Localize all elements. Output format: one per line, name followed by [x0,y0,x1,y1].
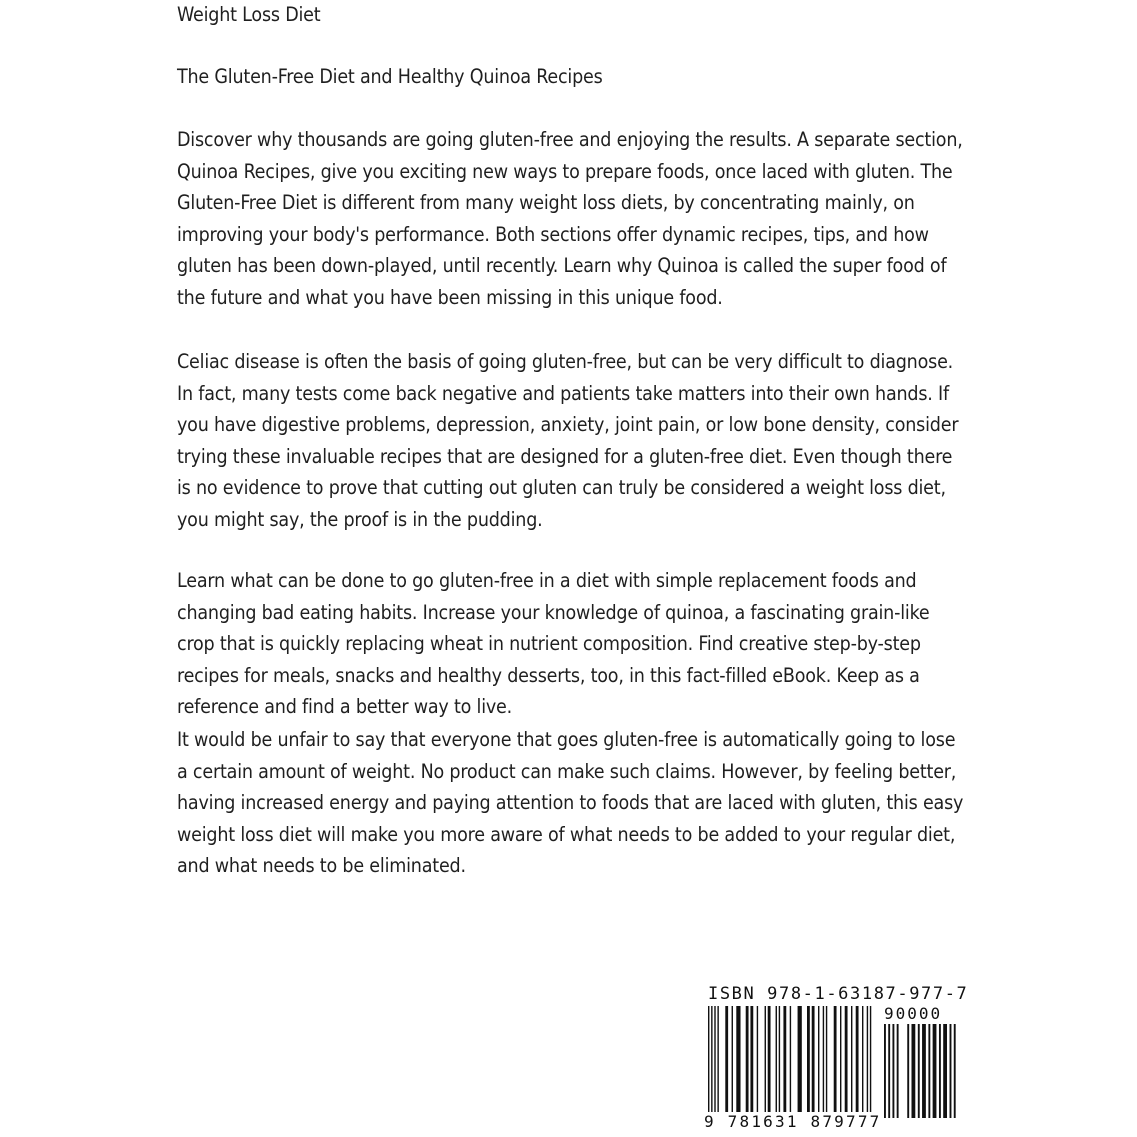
description-paragraph-3: Learn what can be done to go gluten-free in a diet with simple replacement foods and changing bad eating habits. Increase your knowledge of quinoa, a fascinating grain-like crop that is quickly replacing wheat in nutrient composition. Find creative step-by-step recipes for meals, snacks and healthy desserts, too, in this fact-filled eBook. Keep as a reference and find a better way to live. [177,569,930,719]
barcode-bar [888,1024,890,1118]
barcode-bar [851,1006,852,1112]
barcode-bar [746,1006,749,1112]
barcode-bar [768,1006,771,1112]
isbn-barcode [700,984,970,1134]
barcode-bar [798,1006,802,1112]
barcode-bar [840,1006,841,1112]
addon-barcode-bars [884,1024,962,1118]
barcode-bar [911,1024,915,1118]
barcode-ean-digits: 9 781631 879777 [704,1112,882,1131]
barcode-bar [862,1006,863,1112]
barcode-bar [845,1006,848,1112]
barcode-bar [776,1006,777,1112]
barcode-bar [907,1024,909,1118]
isbn-label: ISBN 978-1-63187-977-7 [708,984,969,1004]
barcode-bar [867,1006,868,1118]
barcode-bar [783,1006,786,1112]
barcode-bar [765,1006,766,1112]
barcode-bar [711,1006,712,1118]
ean13-barcode-bars [708,1006,878,1118]
barcode-bar [933,1024,937,1118]
description-paragraph-4: It would be unfair to say that everyone that goes gluten-free is automatically going to lose a certain amount of weight. No product can make such claims. However, by feeling better, having increased energy and paying attention to foods that are laced with gluten, this easy weight loss diet will make you more aware of what needs to be added to your regular diet, and what needs to be eliminated. [177,728,964,878]
description-paragraph-1: Discover why thousands are going gluten-free and enjoying the results. A separate section, Quinoa Recipes, give you exciting new ways to prepare foods, once laced with gluten. The Gluten-Free Diet is different from many weight loss diets, by concentrating mainly, on improving your body's performance. Both sections offer dynamic recipes, tips, and how gluten has been down-played, until recently. Learn why Quinoa is called the super food of the future and what you have been missing in this unique food. [177,128,963,309]
barcode-bar [818,1006,819,1112]
barcode-bar [943,1024,947,1118]
barcode-bar [807,1006,810,1112]
barcode-bar [826,1006,827,1112]
barcode-bar [892,1024,894,1118]
barcode-bar [714,1006,715,1112]
barcode-bar [732,1006,733,1112]
barcode-bar [922,1024,926,1118]
barcode-bar [834,1006,837,1112]
barcode-bar [736,1006,740,1112]
barcode-bar [708,1006,709,1118]
barcode-bar [812,1006,815,1112]
barcode-bar [928,1024,930,1118]
barcode-bar [725,1006,728,1112]
barcode-bar [717,1006,718,1112]
barcode-bar [939,1024,941,1118]
barcode-bar [870,1006,871,1118]
barcode-bar [823,1006,824,1112]
barcode-bar [897,1024,899,1118]
barcode-bar [856,1006,859,1112]
barcode-bar [918,1024,920,1118]
barcode-bar [790,1006,791,1112]
description-paragraph-2: Celiac disease is often the basis of going gluten-free, but can be very difficult to diagnose. In fact, many tests come back negative and patients take matters into their own hands. If you have digestive problems, depression, anxiety, joint pain, or low bone density, consider trying these invaluable recipes that are designed for a gluten-free diet. Even though there is no evidence to prove that cutting out gluten can truly be considered a weight loss diet, you might say, the proof is in the pudding. [177,350,959,531]
barcode-bar [884,1024,886,1118]
barcode-addon-digits: 90000 [884,1004,943,1023]
barcode-bar [757,1006,758,1112]
book-title: Weight Loss Diet [177,3,321,26]
barcode-bar [950,1024,952,1118]
barcode-bar [750,1006,753,1112]
barcode-bar [954,1024,956,1118]
barcode-bar [779,1006,780,1112]
book-subtitle: The Gluten-Free Diet and Healthy Quinoa Recipes [177,65,603,88]
